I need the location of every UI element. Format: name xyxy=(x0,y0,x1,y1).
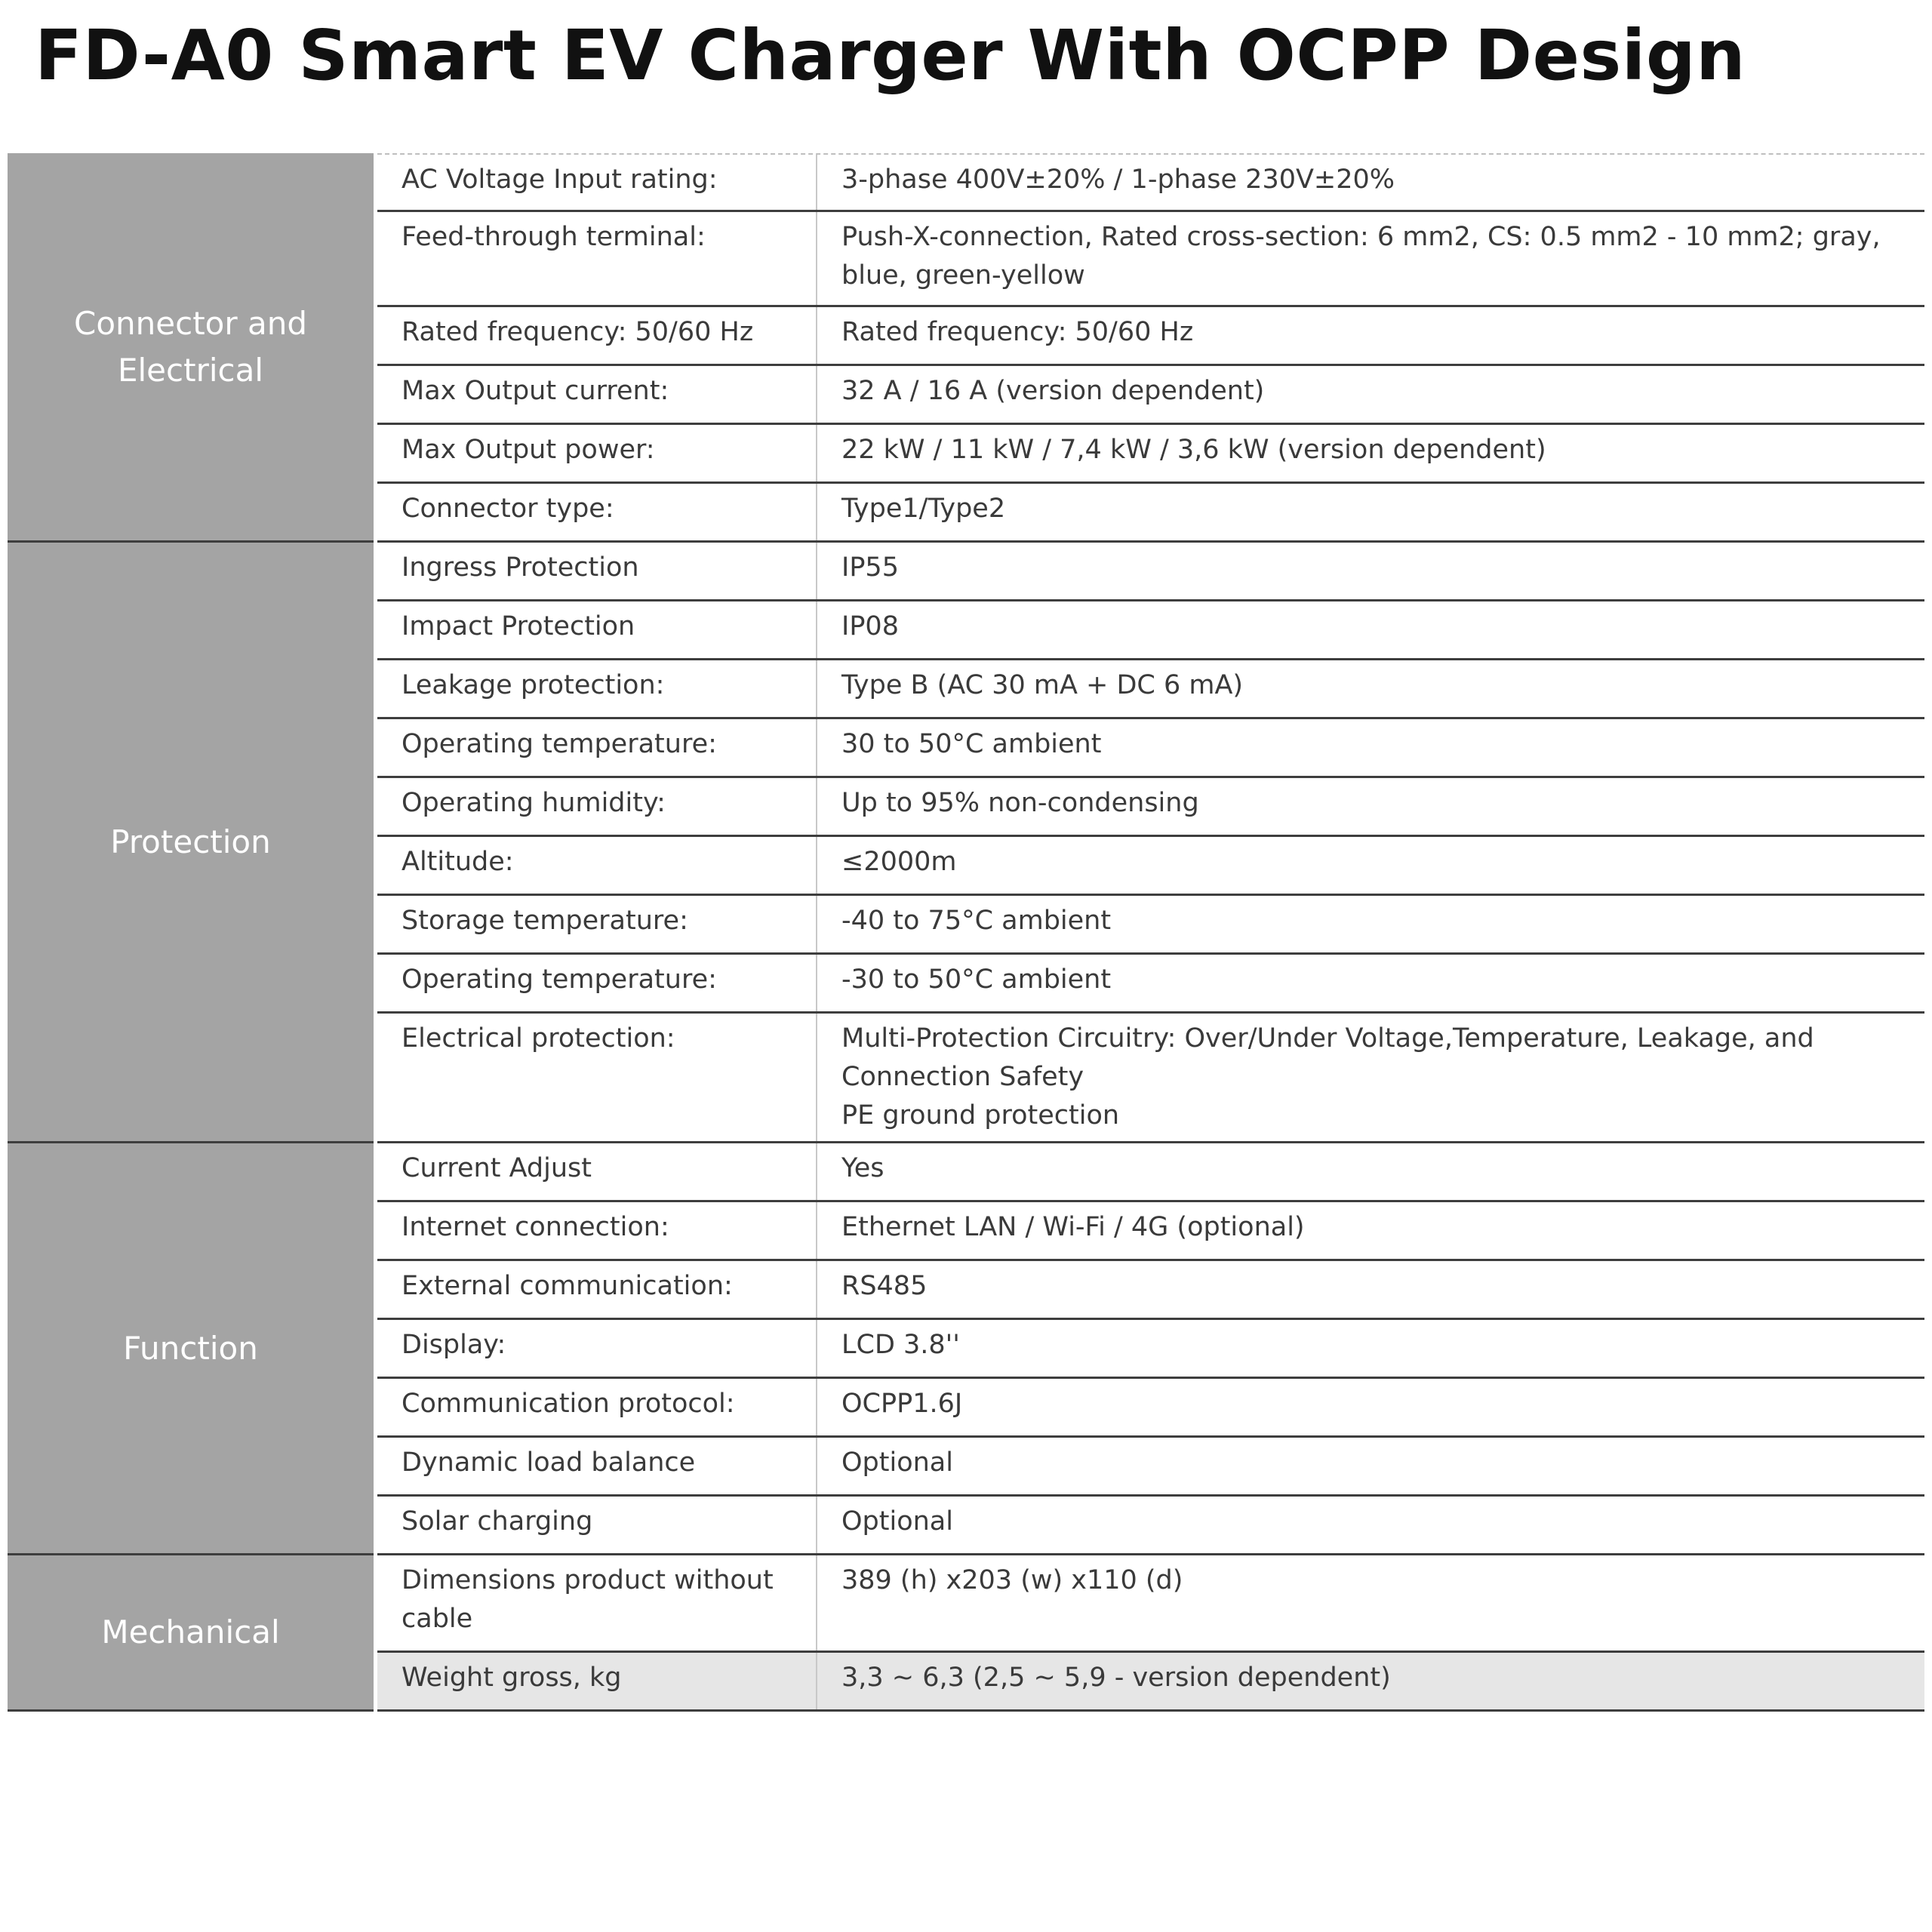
spec-label: Altitude: xyxy=(377,837,817,894)
spec-value-line: PE ground protection xyxy=(841,1100,1120,1131)
spec-label: Max Output current: xyxy=(377,366,817,423)
table-row xyxy=(377,778,1924,837)
spec-value-line: Yes xyxy=(841,1153,884,1183)
spec-value xyxy=(817,425,1924,481)
spec-group xyxy=(8,1143,1924,1555)
spec-label: Weight gross, kg xyxy=(377,1653,817,1709)
spec-label: External communication: xyxy=(377,1261,817,1318)
spec-value-line: 30 to 50°C ambient xyxy=(841,729,1102,759)
spec-value xyxy=(817,1497,1924,1553)
spec-value xyxy=(817,719,1924,776)
spec-value xyxy=(817,484,1924,540)
table-row xyxy=(377,1379,1924,1438)
group-rows xyxy=(377,1555,1924,1712)
spec-value-line: ≤2000m xyxy=(841,847,957,877)
spec-value-line: 3,3 ~ 6,3 (2,5 ~ 5,9 - version dependent) xyxy=(841,1663,1391,1693)
spec-value-line: 3-phase 400V±20% / 1-phase 230V±20% xyxy=(841,165,1395,195)
spec-value-line: RS485 xyxy=(841,1271,928,1301)
spec-value-line: Type1/Type2 xyxy=(841,494,1006,524)
spec-label: Feed-through terminal: xyxy=(377,212,817,305)
spec-value xyxy=(817,307,1924,364)
table-row xyxy=(377,719,1924,778)
spec-value xyxy=(817,543,1924,599)
table-row xyxy=(377,543,1924,601)
table-row xyxy=(377,1320,1924,1379)
spec-group xyxy=(8,1555,1924,1712)
spec-value xyxy=(817,1653,1924,1709)
category-label: Mechanical xyxy=(8,1555,374,1712)
spec-value-line: OCPP1.6J xyxy=(841,1389,963,1419)
spec-value xyxy=(817,1261,1924,1318)
spec-value xyxy=(817,212,1924,305)
spec-value-line: IP08 xyxy=(841,611,899,641)
spec-value xyxy=(817,1379,1924,1435)
table-row xyxy=(377,660,1924,719)
table-row xyxy=(377,601,1924,660)
table-row xyxy=(377,212,1924,307)
table-row xyxy=(377,307,1924,366)
spec-value xyxy=(817,955,1924,1011)
table-row xyxy=(377,1143,1924,1202)
table-row xyxy=(377,837,1924,896)
spec-value xyxy=(817,155,1924,210)
spec-label: Operating temperature: xyxy=(377,955,817,1011)
spec-group xyxy=(8,153,1924,543)
spec-value-line: 22 kW / 11 kW / 7,4 kW / 3,6 kW (version dependent) xyxy=(841,435,1546,465)
spec-value-line: Push-X-connection, Rated cross-section: 6 mm2, CS: 0.5 mm2 - 10 mm2; gray, blue, green-yellow xyxy=(841,222,1881,291)
spec-label: Display: xyxy=(377,1320,817,1377)
spec-value-line: Rated frequency: 50/60 Hz xyxy=(841,317,1194,347)
spec-label: Leakage protection: xyxy=(377,660,817,717)
table-row xyxy=(377,1555,1924,1653)
table-row xyxy=(377,955,1924,1014)
table-row xyxy=(377,1202,1924,1261)
spec-value-line: Multi-Protection Circuitry: Over/Under Voltage,Temperature, Leakage, and Connection Safety xyxy=(841,1023,1814,1092)
spec-label: Connector type: xyxy=(377,484,817,540)
spec-label: Operating humidity: xyxy=(377,778,817,835)
category-label: Connector and Electrical xyxy=(8,153,374,543)
table-row xyxy=(377,1261,1924,1320)
table-row xyxy=(377,1438,1924,1497)
page-title: FD-A0 Smart EV Charger With OCPP Design xyxy=(35,15,1746,96)
group-rows xyxy=(377,1143,1924,1555)
spec-label: Storage temperature: xyxy=(377,896,817,952)
spec-group xyxy=(8,543,1924,1143)
spec-value xyxy=(817,1014,1924,1141)
spec-label: Dynamic load balance xyxy=(377,1438,817,1494)
spec-value xyxy=(817,1143,1924,1200)
table-row xyxy=(377,1497,1924,1555)
spec-value-line: Type B (AC 30 mA + DC 6 mA) xyxy=(841,670,1244,700)
spec-value-line: -30 to 50°C ambient xyxy=(841,964,1112,995)
spec-label: Impact Protection xyxy=(377,601,817,658)
spec-table xyxy=(8,153,1924,1712)
spec-value-line: LCD 3.8'' xyxy=(841,1330,960,1360)
table-row xyxy=(377,1653,1924,1712)
spec-label: Internet connection: xyxy=(377,1202,817,1259)
spec-value xyxy=(817,1202,1924,1259)
spec-label: Communication protocol: xyxy=(377,1379,817,1435)
table-row xyxy=(377,484,1924,543)
spec-value-line: Ethernet LAN / Wi-Fi / 4G (optional) xyxy=(841,1212,1305,1242)
table-row xyxy=(377,1014,1924,1143)
spec-label: Dimensions product without cable xyxy=(377,1555,817,1651)
spec-value xyxy=(817,366,1924,423)
group-rows xyxy=(377,153,1924,543)
spec-value xyxy=(817,896,1924,952)
table-row xyxy=(377,366,1924,425)
spec-value xyxy=(817,601,1924,658)
spec-label: Rated frequency: 50/60 Hz xyxy=(377,307,817,364)
table-row xyxy=(377,425,1924,484)
category-label: Function xyxy=(8,1143,374,1555)
spec-label: AC Voltage Input rating: xyxy=(377,155,817,210)
spec-label: Max Output power: xyxy=(377,425,817,481)
spec-value-line: Up to 95% non-condensing xyxy=(841,788,1199,818)
spec-value xyxy=(817,837,1924,894)
spec-label: Solar charging xyxy=(377,1497,817,1553)
spec-value xyxy=(817,1320,1924,1377)
spec-value-line: IP55 xyxy=(841,552,899,583)
spec-value-line: Optional xyxy=(841,1447,953,1478)
table-row xyxy=(377,896,1924,955)
spec-label: Electrical protection: xyxy=(377,1014,817,1141)
spec-value-line: 32 A / 16 A (version dependent) xyxy=(841,376,1265,406)
spec-value-line: -40 to 75°C ambient xyxy=(841,906,1112,936)
spec-value xyxy=(817,778,1924,835)
spec-label: Ingress Protection xyxy=(377,543,817,599)
group-rows xyxy=(377,543,1924,1143)
spec-value xyxy=(817,1438,1924,1494)
category-label: Protection xyxy=(8,543,374,1143)
spec-value-line: 389 (h) x203 (w) x110 (d) xyxy=(841,1565,1183,1595)
table-row xyxy=(377,153,1924,212)
spec-value xyxy=(817,1555,1924,1651)
spec-label: Operating temperature: xyxy=(377,719,817,776)
spec-value xyxy=(817,660,1924,717)
spec-value-line: Optional xyxy=(841,1506,953,1537)
spec-label: Current Adjust xyxy=(377,1143,817,1200)
